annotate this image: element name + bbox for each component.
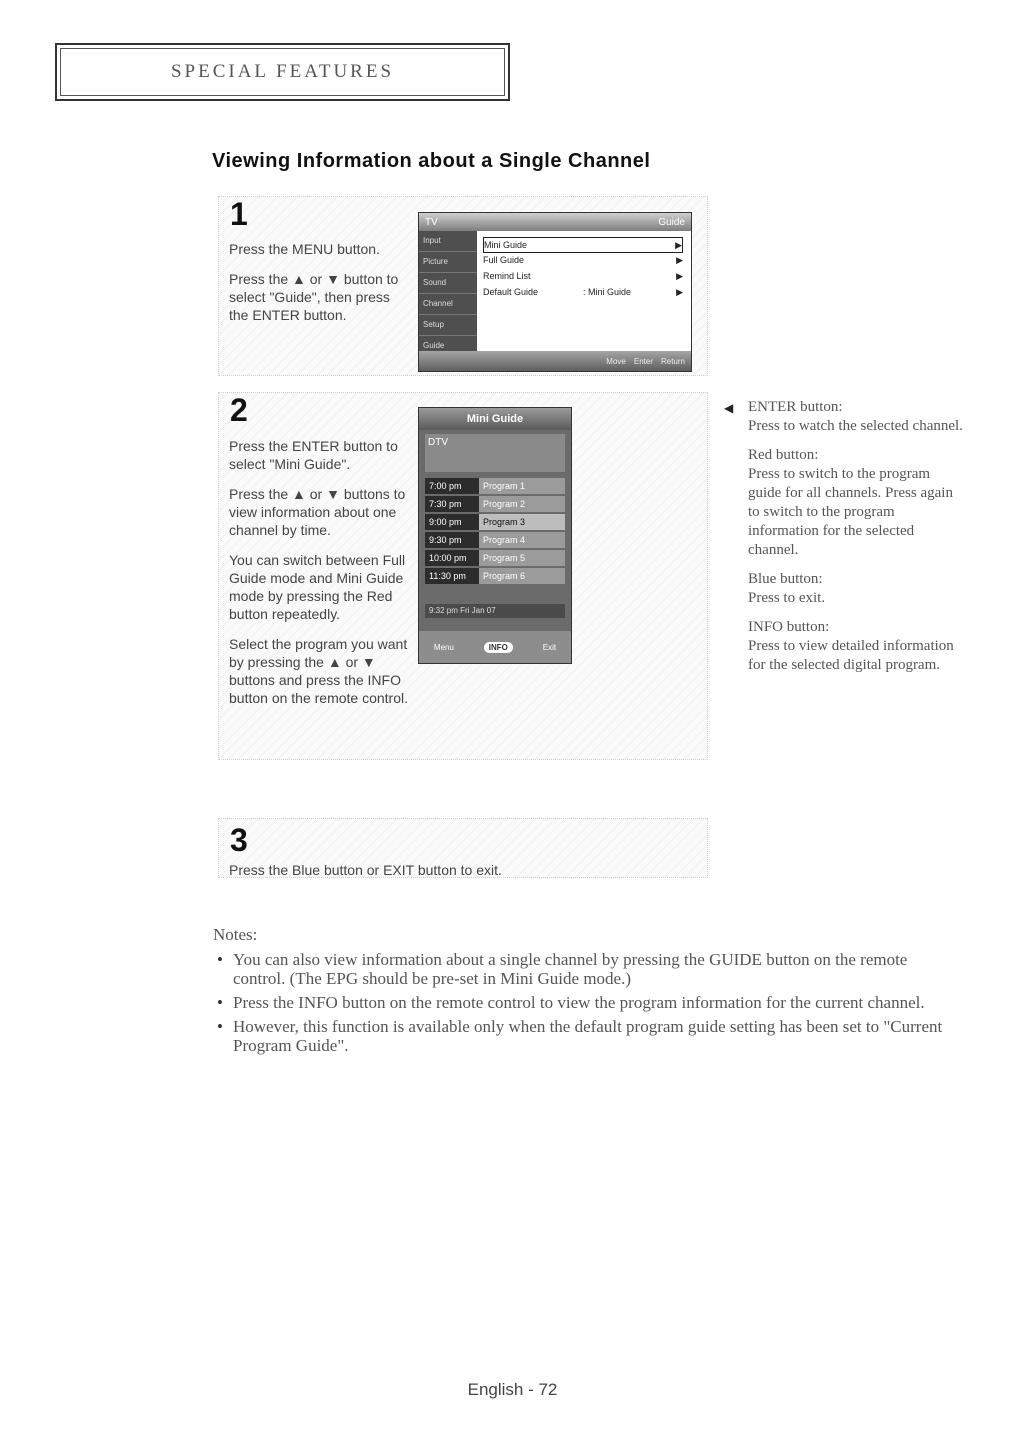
- step-2-text: [229, 437, 409, 719]
- mini-guide-row[interactable]: [425, 550, 565, 566]
- menu-item-default-guide[interactable]: [483, 285, 683, 299]
- arrow-right-icon: ▶: [675, 239, 682, 250]
- note-body: Press to view detailed information for the selected digital program.: [748, 638, 954, 673]
- note-body: Press to switch to the program guide for all channels. Press again to switch to the program information for the selected channel.: [748, 466, 953, 558]
- menu-side-item[interactable]: Picture: [419, 252, 477, 273]
- info-button-icon: INFO: [484, 642, 513, 653]
- page-title: Viewing Information about a Single Channel: [212, 150, 651, 172]
- step-3-text: Press the Blue button or EXIT button to exit.: [229, 862, 502, 878]
- note-body: Press to exit.: [748, 590, 826, 606]
- notes-list: [213, 950, 953, 1055]
- menu-item-remind-list[interactable]: [483, 269, 683, 283]
- menu-item-label: Remind List: [483, 271, 531, 281]
- menu-side-item[interactable]: Setup: [419, 315, 477, 336]
- row-program: Program 3: [479, 514, 565, 530]
- notes-item: • You can also view information about a single channel by pressing the GUIDE button on the remote control. (The EPG should be pre-set in Mini Guide mode.): [213, 950, 953, 988]
- row-time: 7:00 pm: [425, 478, 479, 494]
- mini-guide-row[interactable]: [425, 532, 565, 548]
- step-1-number: 1: [230, 196, 248, 232]
- mini-guide-row[interactable]: [425, 514, 565, 530]
- arrow-right-icon: ▶: [676, 270, 683, 281]
- mini-guide-row[interactable]: [425, 478, 565, 494]
- step-1-line-2: Press the ▲ or ▼ button to select "Guide", then press the ENTER button.: [229, 271, 399, 323]
- row-time: 10:00 pm: [425, 550, 479, 566]
- arrow-right-icon: ▶: [676, 254, 683, 265]
- section-header: [55, 43, 510, 101]
- row-time: 9:00 pm: [425, 514, 479, 530]
- step-1-text: [229, 240, 409, 336]
- row-program: Program 6: [479, 568, 565, 584]
- step-2-line-2: Press the ▲ or ▼ buttons to view information about one channel by time.: [229, 486, 406, 538]
- row-program: Program 4: [479, 532, 565, 548]
- menu-guide-label: Guide: [658, 216, 685, 228]
- mini-guide-footer: [419, 631, 571, 663]
- row-program: Program 2: [479, 496, 565, 512]
- mini-guide-row[interactable]: [425, 568, 565, 584]
- menu-help-bar: [419, 351, 691, 371]
- menu-hint: Menu: [433, 642, 454, 652]
- note-red: [724, 446, 964, 560]
- arrow-right-icon: ▶: [676, 286, 683, 297]
- notes-item: • However, this function is available only when the default program guide setting has been set to "Current Program Guide".: [213, 1017, 953, 1055]
- step-2-line-4: Select the program you want by pressing the ▲ or ▼ buttons and press the INFO button on the remote control.: [229, 636, 408, 706]
- note-head: ENTER button:: [748, 399, 843, 415]
- menu-help-return: Return: [660, 356, 685, 366]
- step-2-line-1: Press the ENTER button to select "Mini Guide".: [229, 438, 398, 472]
- menu-sidebar: [419, 231, 477, 351]
- menu-item-label: Mini Guide: [484, 240, 528, 250]
- note-head: INFO button:: [748, 619, 830, 635]
- menu-panel: [477, 231, 691, 351]
- button-notes: [724, 398, 964, 685]
- tv-guide-menu-screen: [418, 212, 692, 372]
- note-enter: [724, 398, 964, 436]
- mini-guide-title: Mini Guide: [419, 408, 571, 430]
- menu-item-value: : Mini Guide: [583, 287, 632, 297]
- menu-tv-label: TV: [425, 216, 438, 228]
- page-footer: English - 72: [467, 1380, 558, 1399]
- note-info: [724, 618, 964, 675]
- note-body: Press to watch the selected channel.: [748, 418, 963, 434]
- row-program: Program 5: [479, 550, 565, 566]
- notes-section: [213, 925, 953, 1060]
- step-2-number: 2: [230, 392, 248, 428]
- mini-guide-screen: [418, 407, 572, 664]
- row-time: 9:30 pm: [425, 532, 479, 548]
- note-blue: [724, 570, 964, 608]
- section-header-label: SPECIAL FEATURES: [170, 61, 395, 82]
- mini-guide-list: [425, 478, 565, 586]
- note-head: Blue button:: [748, 571, 823, 587]
- notes-heading: Notes:: [213, 925, 258, 944]
- menu-help-enter: Enter: [633, 356, 653, 366]
- menu-side-item[interactable]: Input: [419, 231, 477, 252]
- row-time: 7:30 pm: [425, 496, 479, 512]
- menu-side-item[interactable]: Guide: [419, 336, 477, 357]
- step-3-number: 3: [230, 822, 248, 858]
- exit-hint: Exit: [542, 642, 557, 652]
- mini-guide-row[interactable]: [425, 496, 565, 512]
- menu-item-mini-guide[interactable]: [483, 237, 683, 253]
- menu-item-full-guide[interactable]: [483, 253, 683, 267]
- step-1-line-1: Press the MENU button.: [229, 241, 380, 257]
- note-head: Red button:: [748, 447, 819, 463]
- menu-side-item[interactable]: Sound: [419, 273, 477, 294]
- menu-item-label: Full Guide: [483, 255, 525, 265]
- mini-guide-clock: 9:32 pm Fri Jan 07: [425, 604, 565, 618]
- mini-guide-channel: DTV: [425, 434, 565, 472]
- step-2-line-3: You can switch between Full Guide mode and Mini Guide mode by pressing the Red button repeatedly.: [229, 552, 406, 622]
- menu-item-label: Default Guide: [483, 287, 539, 297]
- row-program: Program 1: [479, 478, 565, 494]
- menu-side-item[interactable]: Channel: [419, 294, 477, 315]
- menu-title-bar: [419, 213, 691, 231]
- menu-help-move: Move: [606, 356, 626, 366]
- pointer-arrow-icon: ◀: [724, 401, 734, 415]
- row-time: 11:30 pm: [425, 568, 479, 584]
- notes-item: • Press the INFO button on the remote control to view the program information for the current channel.: [213, 993, 953, 1012]
